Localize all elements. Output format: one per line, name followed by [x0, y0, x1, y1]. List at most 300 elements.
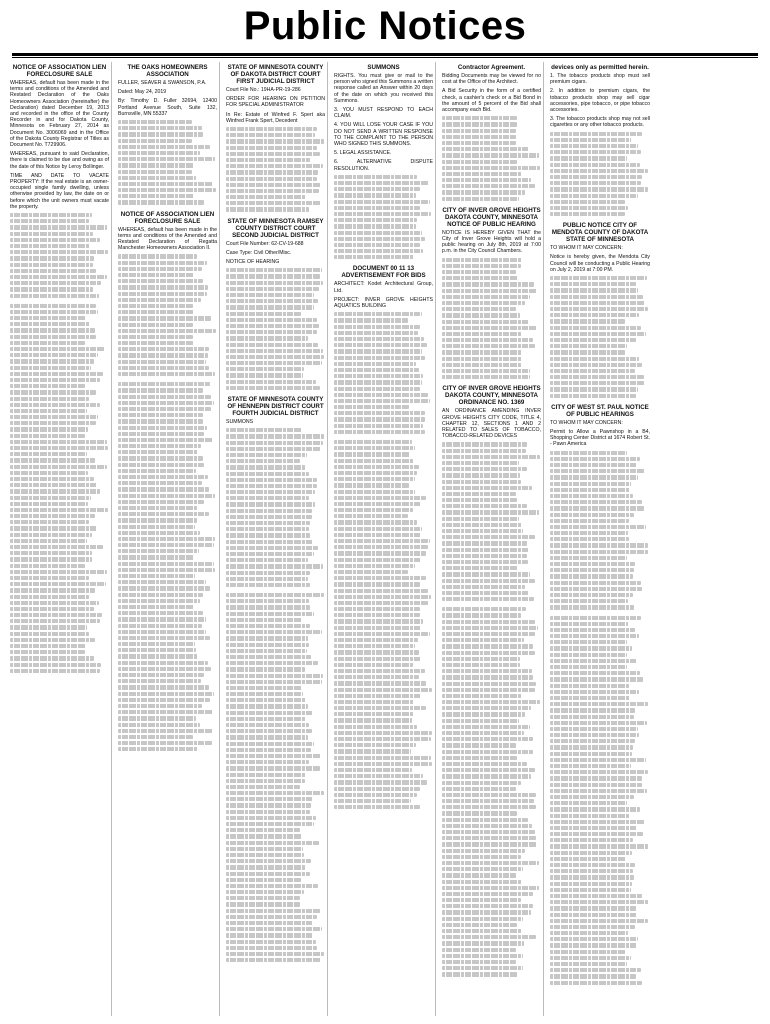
text-line	[334, 331, 418, 335]
text-line	[334, 619, 423, 623]
column-3	[226, 62, 328, 1016]
text-line	[550, 357, 639, 361]
text-line	[10, 650, 85, 654]
text-line	[550, 363, 642, 367]
text-line	[550, 295, 643, 299]
text-line	[334, 725, 417, 729]
text-line	[550, 838, 633, 842]
text-line	[118, 273, 194, 277]
text-line	[334, 496, 426, 500]
text-line	[226, 915, 317, 919]
text-line	[118, 182, 213, 186]
text-line	[226, 268, 322, 272]
text-line	[442, 461, 519, 465]
text-line	[118, 500, 204, 504]
text-line	[118, 574, 195, 578]
text-line	[10, 281, 101, 285]
public-notice	[442, 385, 541, 601]
text-line	[226, 349, 323, 353]
public-notice	[334, 64, 433, 259]
text-line	[226, 527, 309, 531]
text-line	[334, 452, 410, 456]
text-line	[10, 384, 85, 388]
text-line	[550, 181, 641, 185]
body-text-lines	[118, 382, 217, 751]
text-line	[226, 927, 322, 931]
text-line	[118, 347, 209, 351]
text-line	[226, 428, 302, 432]
text-line	[226, 330, 317, 334]
text-line	[226, 189, 319, 193]
text-line	[442, 929, 522, 933]
text-line	[442, 357, 522, 361]
text-line	[550, 482, 631, 486]
text-line	[10, 322, 90, 326]
text-line	[334, 607, 420, 611]
text-line	[226, 902, 300, 906]
text-line	[118, 667, 211, 671]
text-line	[550, 875, 634, 879]
text-line	[550, 702, 649, 706]
text-line	[334, 175, 417, 179]
text-line	[118, 475, 208, 479]
text-line	[550, 581, 641, 585]
text-line	[334, 417, 425, 421]
text-line	[226, 133, 315, 137]
text-line	[334, 799, 411, 803]
notice-title: NOTICE OF ASSOCIATION LIEN FORECLOSURE SALE	[120, 210, 215, 225]
text-line	[10, 341, 85, 345]
notice-paragraph: 4. YOU WILL LOSE YOUR CASE IF YOU DO NOT SEND A WRITTEN RESPONSE TO THE COMPLAINT TO THE PERSON WHO SIGNED THIS SUMMONS.	[334, 122, 433, 148]
text-line	[550, 690, 639, 694]
text-line	[442, 731, 524, 735]
column-1	[10, 62, 112, 1016]
text-line	[10, 545, 103, 549]
text-line	[550, 962, 627, 966]
text-line	[10, 452, 87, 456]
text-line	[226, 797, 313, 801]
public-notice	[226, 218, 325, 390]
text-line	[550, 956, 631, 960]
text-line	[334, 187, 420, 191]
text-line	[442, 675, 533, 679]
text-line	[226, 201, 321, 205]
text-line	[226, 478, 317, 482]
text-line	[550, 326, 641, 330]
text-line	[442, 873, 516, 877]
text-line	[226, 643, 309, 647]
text-line	[442, 966, 523, 970]
text-line	[334, 471, 417, 475]
text-line	[442, 320, 529, 324]
text-line	[334, 762, 432, 766]
text-line	[226, 496, 309, 500]
text-line	[226, 773, 306, 777]
text-line	[226, 661, 318, 665]
text-line	[334, 564, 415, 568]
text-line	[442, 301, 525, 305]
text-line	[442, 663, 520, 667]
notice-paragraph: WHEREAS, default has been made in the terms and conditions of the Amended and Restated Declaration of the Oaks Homeowners Association (hereinafter) the Declaration) dated December 19, 2013 and recorded in the office of the County Recorder in and for Dakota County, Minnesota on February 27, 2014 as Document No. 3006069 and in the Office of the Dakota County Registrar of Titles as Document No. T729906.	[10, 80, 109, 149]
text-line	[10, 489, 100, 493]
text-line	[442, 276, 518, 280]
text-line	[226, 692, 303, 696]
text-line	[442, 473, 520, 477]
text-line	[118, 630, 206, 634]
public-notice	[226, 64, 325, 212]
text-line	[442, 644, 533, 648]
text-line	[442, 960, 516, 964]
text-line	[118, 450, 198, 454]
text-line	[442, 651, 535, 655]
text-line	[442, 818, 528, 822]
text-line	[550, 599, 628, 603]
text-line	[550, 882, 632, 886]
text-line	[226, 552, 314, 556]
body-text-lines	[442, 116, 541, 201]
text-line	[226, 630, 322, 634]
text-line	[550, 721, 647, 725]
text-line	[118, 382, 210, 386]
text-line	[10, 304, 96, 308]
text-line	[442, 529, 523, 533]
text-line	[550, 206, 628, 210]
text-line	[334, 255, 414, 259]
text-line	[550, 733, 639, 737]
text-line	[334, 502, 421, 506]
text-line	[442, 369, 530, 373]
text-line	[226, 434, 324, 438]
text-line	[226, 841, 319, 845]
text-line	[226, 146, 317, 150]
body-text-lines	[118, 254, 217, 376]
text-line	[226, 490, 315, 494]
notice-title: STATE OF MINNESOTA COUNTY OF HENNEPIN DISTRICT COURT FOURTH JUDICIAL DISTRICT	[227, 396, 324, 417]
text-line	[334, 477, 415, 481]
text-line	[118, 481, 202, 485]
text-line	[442, 523, 522, 527]
text-line	[442, 886, 539, 890]
text-line	[226, 933, 313, 937]
text-line	[118, 586, 210, 590]
text-line	[10, 238, 100, 242]
text-line	[118, 673, 204, 677]
text-line	[226, 735, 308, 739]
text-line	[334, 374, 423, 378]
text-line	[550, 739, 635, 743]
text-line	[550, 795, 634, 799]
text-line	[442, 197, 519, 201]
text-line	[118, 568, 215, 572]
text-line	[550, 937, 638, 941]
text-line	[10, 390, 96, 394]
text-line	[442, 486, 532, 490]
text-line	[10, 359, 94, 363]
text-line	[442, 842, 537, 846]
text-line	[442, 824, 532, 828]
notice-paragraph: ARCHITECT: Kodet Architectural Group, Ltd.	[334, 281, 433, 294]
body-text-lines	[226, 428, 325, 587]
text-line	[334, 318, 408, 322]
text-line	[226, 859, 311, 863]
text-line	[442, 917, 523, 921]
text-line	[550, 863, 635, 867]
notice-paragraph: Bidding Documents may be viewed for no cost at the Office of the Architect.	[442, 73, 541, 86]
text-line	[550, 369, 635, 373]
public-notice	[226, 396, 325, 587]
text-line	[550, 212, 625, 216]
text-line	[10, 477, 94, 481]
text-line	[442, 492, 516, 496]
text-line	[334, 356, 425, 360]
text-line	[442, 700, 540, 704]
text-line	[442, 935, 536, 939]
notice-title: DOCUMENT 00 11 13 ADVERTISEMENT FOR BIDS	[341, 265, 426, 280]
text-line	[442, 892, 533, 896]
text-line	[226, 878, 301, 882]
text-line	[118, 310, 194, 314]
body-text-lines	[226, 127, 325, 212]
text-line	[442, 467, 527, 471]
text-line	[226, 183, 321, 187]
text-line	[334, 626, 421, 630]
text-line	[118, 543, 214, 547]
notice-title: PUBLIC NOTICE CITY OF MENDOTA COUNTY OF DAKOTA STATE OF MINNESOTA	[551, 222, 649, 244]
body-text-lines	[442, 442, 541, 601]
text-line	[226, 274, 320, 278]
public-notice	[10, 64, 109, 298]
text-line	[550, 894, 642, 898]
notice-paragraph: In Re: Estate of Winfred F. Spert aka Winfred Frank Spert, Decedent	[226, 111, 325, 124]
text-line	[10, 446, 108, 450]
text-line	[10, 347, 105, 351]
text-line	[442, 129, 516, 133]
text-line	[226, 465, 306, 469]
text-line	[10, 335, 96, 339]
text-line	[334, 613, 420, 617]
text-line	[550, 457, 640, 461]
text-line	[334, 237, 425, 241]
text-line	[550, 344, 627, 348]
text-line	[226, 952, 324, 956]
text-line	[226, 655, 311, 659]
notice-paragraph: TO WHOM IT MAY CONCERN:	[550, 419, 623, 426]
text-line	[442, 688, 535, 692]
text-line	[118, 292, 207, 296]
text-line	[334, 545, 428, 549]
body-text-lines	[226, 268, 325, 390]
text-line	[334, 595, 431, 599]
text-line	[442, 122, 517, 126]
notice-paragraph: By: Timothy D. Fuller 32694, 12400 Portland Avenue South, Suite 132, Burnsville, MN 55337	[118, 98, 217, 117]
text-line	[10, 576, 89, 580]
text-line	[442, 607, 526, 611]
text-line	[334, 465, 419, 469]
text-line	[226, 742, 314, 746]
text-line	[334, 514, 408, 518]
text-line	[334, 700, 414, 704]
body-text-lines	[550, 276, 650, 398]
text-line	[334, 749, 411, 753]
text-line	[550, 200, 625, 204]
text-line	[334, 681, 426, 685]
text-line	[550, 574, 633, 578]
text-line	[550, 276, 647, 280]
text-line	[334, 589, 428, 593]
text-line	[226, 386, 320, 390]
text-line	[118, 525, 195, 529]
text-line	[10, 256, 94, 260]
text-line	[118, 335, 193, 339]
text-line	[118, 298, 201, 302]
text-line	[442, 258, 522, 262]
text-line	[118, 723, 200, 727]
text-line	[334, 793, 417, 797]
text-line	[442, 313, 520, 317]
text-line	[442, 597, 534, 601]
text-line	[550, 900, 649, 904]
text-line	[550, 684, 629, 688]
text-line	[118, 132, 203, 136]
text-line	[226, 834, 302, 838]
text-line	[118, 494, 215, 498]
text-line	[226, 612, 314, 616]
text-line	[334, 805, 420, 809]
text-line	[226, 139, 324, 143]
text-line	[334, 399, 430, 403]
text-line	[226, 958, 321, 962]
text-line	[334, 459, 414, 463]
text-line	[550, 194, 638, 198]
text-line	[226, 704, 308, 708]
text-line	[226, 921, 313, 925]
text-line	[442, 638, 524, 642]
text-line	[226, 803, 311, 807]
text-line	[550, 350, 625, 354]
text-line	[226, 195, 306, 199]
text-line	[118, 200, 204, 204]
text-line	[442, 172, 522, 176]
text-line	[10, 595, 89, 599]
notice-title: CITY OF WEST ST. PAUL NOTICE OF PUBLIC HEARINGS	[551, 403, 649, 418]
text-line	[226, 698, 306, 702]
text-line	[334, 446, 415, 450]
text-line	[118, 126, 202, 130]
text-line	[10, 465, 107, 469]
text-line	[550, 568, 634, 572]
text-line	[118, 512, 209, 516]
text-line	[442, 799, 534, 803]
text-line	[226, 472, 309, 476]
text-line	[118, 194, 194, 198]
text-line	[10, 533, 92, 537]
text-line	[550, 488, 630, 492]
text-line	[442, 657, 520, 661]
text-line	[334, 731, 432, 735]
text-line	[442, 178, 531, 182]
text-line	[10, 458, 95, 462]
text-line	[226, 872, 310, 876]
text-line	[550, 187, 648, 191]
text-line	[118, 648, 196, 652]
notice-title: STATE OF MINNESOTA COUNTY OF DAKOTA DISTRICT COURT FIRST JUDICIAL DISTRICT	[227, 64, 324, 85]
text-line	[334, 440, 412, 444]
notice-paragraph: 5. LEGAL ASSISTANCE.	[334, 150, 392, 157]
text-line	[10, 415, 98, 419]
notice-paragraph: TO WHOM IT MAY CONCERN:	[550, 245, 623, 252]
notice-paragraph: Permit to Allow a Pawnshop in a B4, Shopping Center District at 1674 Robert St. - Pawn America	[550, 429, 650, 448]
text-line	[550, 727, 638, 731]
text-line	[118, 469, 196, 473]
text-line	[226, 822, 314, 826]
notice-title: SUMMONS	[367, 64, 400, 71]
notice-paragraph: 3. The tobacco products shop may not sell cigarettes or any other tobacco products.	[550, 116, 650, 129]
text-line	[118, 531, 200, 535]
text-line	[118, 605, 194, 609]
text-line	[226, 152, 320, 156]
text-line	[334, 520, 417, 524]
text-line	[550, 169, 648, 173]
text-line	[10, 551, 92, 555]
text-line	[118, 267, 202, 271]
text-line	[226, 318, 317, 322]
text-line	[442, 737, 533, 741]
text-line	[550, 807, 640, 811]
text-line	[10, 287, 93, 291]
text-line	[118, 679, 201, 683]
notice-paragraph: AN ORDINANCE AMENDING INVER GROVE HEIGHTS CITY CODE, TITLE 4, CHAPTER 12, SECTIONS 1 AND 2 RELATED TO SALES OF TOBACCO, TOBACCO-RELATED DEVICES	[442, 408, 541, 440]
text-line	[550, 144, 638, 148]
text-line	[550, 550, 649, 554]
text-line	[118, 419, 203, 423]
text-line	[226, 896, 300, 900]
text-line	[226, 593, 324, 597]
text-line	[442, 535, 535, 539]
text-line	[226, 373, 303, 377]
text-line	[334, 533, 421, 537]
text-line	[334, 243, 420, 247]
text-line	[10, 213, 92, 217]
text-line	[334, 669, 425, 673]
text-line	[334, 181, 429, 185]
text-line	[442, 554, 527, 558]
notice-paragraph: PROJECT: INVER GROVE HEIGHTS AQUATICS BUILDING	[334, 296, 433, 310]
text-line	[334, 362, 416, 366]
text-line	[442, 184, 535, 188]
text-line	[118, 698, 210, 702]
body-text-lines	[442, 607, 541, 976]
text-line	[334, 774, 423, 778]
text-line	[226, 599, 309, 603]
notice-paragraph: NOTICE OF HEARING	[226, 259, 280, 266]
text-line	[550, 605, 634, 609]
text-line	[226, 748, 311, 752]
text-line	[334, 200, 430, 204]
text-line	[226, 540, 313, 544]
text-line	[118, 323, 193, 327]
notice-paragraph: WHEREAS, default has been made in the terms and conditions of the Amended and Restated Declaration of Regatta Manchester Homeowners Association II.	[118, 226, 217, 252]
notice-paragraph: FULLER, SEAVER & SWANSON, P.A.	[118, 80, 207, 86]
notice-paragraph: NOTICE IS HEREBY GIVEN THAT the City of Inver Grove Heights will hold a public hearing on July 8th, 2019 at 7:00 p.m. in the City Council Chambers.	[442, 229, 541, 255]
text-line	[550, 282, 636, 286]
text-line	[442, 904, 533, 908]
text-line	[550, 752, 632, 756]
text-line	[334, 349, 422, 353]
text-line	[226, 367, 304, 371]
text-line	[334, 737, 431, 741]
public-notice	[550, 404, 650, 610]
text-line	[118, 360, 206, 364]
